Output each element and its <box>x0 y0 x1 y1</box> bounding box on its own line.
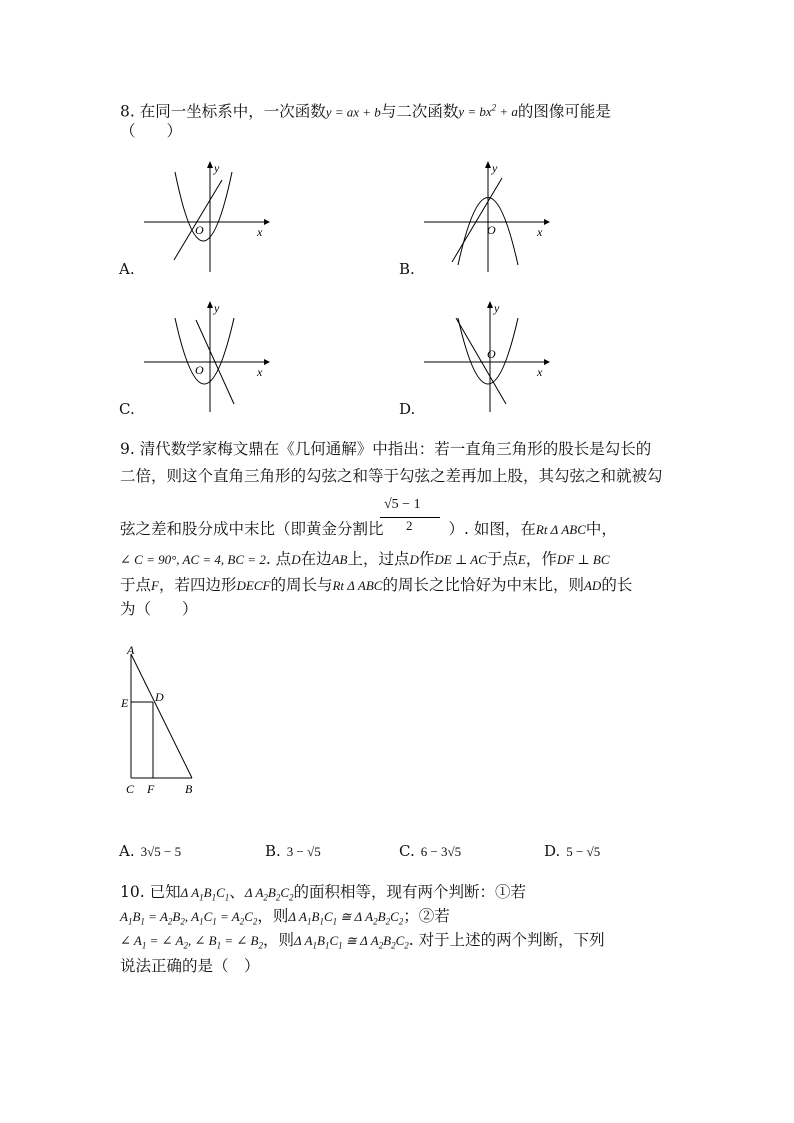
q9-option-c[interactable]: C. 6 − 3√5 <box>399 842 462 860</box>
q9-line-4: ∠ C = 90°, AC = 4, BC = 2. 点D在边AB上，过点D作DE ⊥ AC于点E，作DF ⊥ BC <box>120 550 610 568</box>
condition-2: ∠ $A_1$ = ∠ $A_2$, ∠ $B_1$ = ∠ $B_2$ <box>120 933 263 951</box>
axis-y-label: y <box>494 301 500 315</box>
graph-b <box>420 160 550 275</box>
vertex-a-label: A <box>127 643 135 657</box>
linear-function: y = ax + b <box>325 104 381 120</box>
vertex-e-label: E <box>121 696 129 710</box>
q9-option-a[interactable]: A. 3√5 − 5 <box>119 842 182 860</box>
condition-1: $A_1B_1 = A_2B_2$, $A_1C_1 = A_2C_2$ <box>120 909 258 927</box>
q9-option-d[interactable]: D. 5 − √5 <box>544 842 601 860</box>
q8-stem: 8. 在同一坐标系中，一次函数y = ax + b与二次函数$y = bx^2 + a$的图像可能是 <box>120 102 611 121</box>
q9-line-3: 弦之差和股分成中末比（即黄金分割比 ）. 如图，在Rt Δ ABC中， <box>120 520 617 538</box>
vertex-b-label: B <box>185 782 193 796</box>
axis-x-label: x <box>257 365 263 379</box>
q10-line-4: 说法正确的是（ ） <box>120 957 260 975</box>
quadratic-function: $y = bx^2 + a$ <box>458 103 518 120</box>
q10-line-3: ∠ $A_1$ = ∠ $A_2$, ∠ $B_1$ = ∠ $B_2$，则Δ $A_1B_1C_1$ ≅ Δ $A_2B_2C_2$. 对于上述的两个判断，下列 <box>120 931 605 951</box>
origin-label: O <box>195 223 204 237</box>
vertex-c-label: C <box>126 782 135 796</box>
fraction-denominator: 2 <box>406 518 413 533</box>
triangle-2: Δ $A_2B_2C_2$ <box>244 885 294 903</box>
q8-option-d[interactable]: D. <box>399 400 416 418</box>
q8-option-a[interactable]: A. <box>119 260 135 278</box>
axis-x-label: x <box>257 225 263 239</box>
congruence-2: Δ $A_1B_1C_1$ ≅ Δ $A_2B_2C_2$ <box>293 933 409 951</box>
congruence-1: Δ $A_1B_1C_1$ ≅ Δ $A_2B_2C_2$ <box>288 909 404 927</box>
q9-line-1: 9. 清代数学家梅文鼎在《几何通解》中指出：若一直角三角形的股长是勾长的 <box>120 440 652 458</box>
q8-option-b[interactable]: B. <box>399 260 415 278</box>
graph-d <box>420 300 550 415</box>
q10-line-1: 10. 已知Δ $A_1B_1C_1$、Δ $A_2B_2C_2$的面积相等，现有两个判断：①若 <box>120 883 527 903</box>
q9-line-5: 于点F，若四边形DECF的周长与Rt Δ ABC的周长之比恰好为中末比，则AD的长 <box>120 576 633 594</box>
graph-c <box>140 300 270 415</box>
axis-x-label: x <box>537 365 543 379</box>
fraction-numerator: √5 − 1 <box>384 497 421 512</box>
q8-option-c[interactable]: C. <box>119 400 135 418</box>
origin-label: O <box>487 347 496 361</box>
axis-x-label: x <box>537 225 543 239</box>
q9-line-6: 为（ ） <box>120 600 198 618</box>
vertex-f-label: F <box>147 782 155 796</box>
q9-line-2: 二倍，则这个直角三角形的勾弦之和等于勾弦之差再加上股，其勾弦之和就被勾 <box>120 467 663 485</box>
q8-paren: （ ） <box>120 122 183 140</box>
origin-label: O <box>487 223 496 237</box>
graph-a <box>140 160 270 275</box>
axis-y-label: y <box>214 301 220 315</box>
q10-line-2: $A_1B_1 = A_2B_2$, $A_1C_1 = A_2C_2$，则Δ $A_1B_1C_1$ ≅ Δ $A_2B_2C_2$；②若 <box>120 907 450 927</box>
origin-label: O <box>195 363 204 377</box>
triangle-1: Δ $A_1B_1C_1$ <box>180 885 230 903</box>
axis-y-label: y <box>492 161 498 175</box>
triangle-figure <box>112 640 212 800</box>
axis-y-label: y <box>214 161 220 175</box>
vertex-d-label: D <box>155 690 164 704</box>
q9-option-b[interactable]: B. 3 − √5 <box>265 842 321 860</box>
